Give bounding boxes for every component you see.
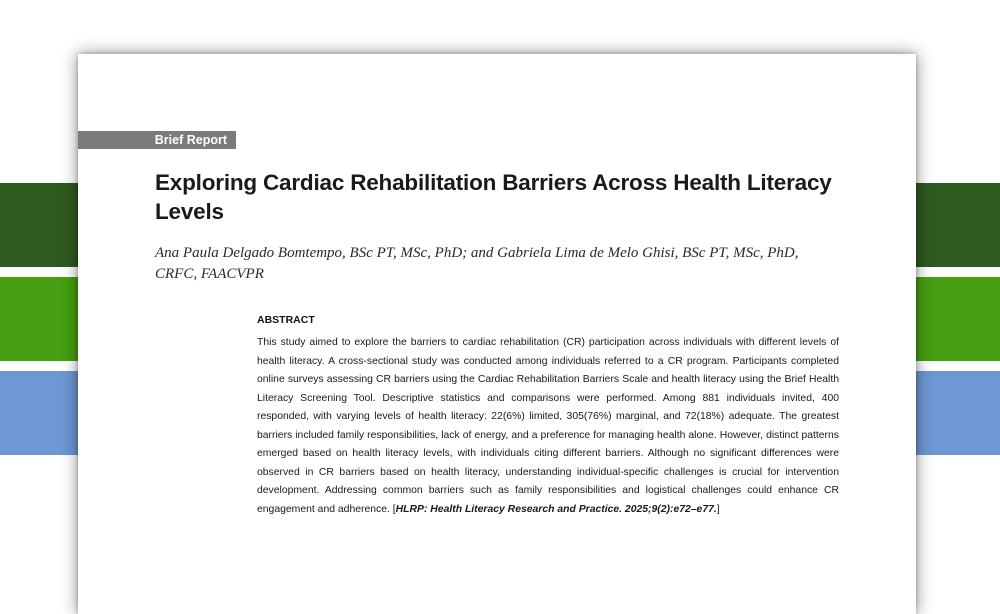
- article-title: Exploring Cardiac Rehabilitation Barriers Across Health Literacy Levels: [155, 170, 832, 224]
- abstract-citation: HLRP: Health Literacy Research and Practice. 2025;9(2):e72–e77.: [395, 503, 717, 515]
- abstract-heading: ABSTRACT: [257, 314, 315, 326]
- paper-page: [78, 54, 916, 614]
- citation-close-bracket: ]: [716, 503, 720, 515]
- article-authors: Ana Paula Delgado Bomtempo, BSc PT, MSc, PhD; and Gabriela Lima de Melo Ghisi, BSc PT, MSc, PhD, CRFC, FAACVPR: [155, 245, 799, 282]
- citation-open-bracket: [: [389, 503, 396, 515]
- abstract-text: This study aimed to explore the barriers to cardiac rehabilitation (CR) participation across individuals with different levels of health literacy. A cross-sectional study was conducted among individuals referred to a CR program. Participants completed online surveys assessing CR barriers using the Cardiac Rehabilitation Barriers Scale and health literacy using the Brief Health Literacy Screening Tool. Descriptive statistics and comparisons were performed. Among 881 individuals invited, 400 responded, with varying levels of health literacy: 22(6%) limited, 305(76%) marginal, and 72(18%) adequate. The greatest barriers included family responsibilities, lack of energy, and a preference for managing health alone. However, distinct patterns emerged based on health literacy levels, with individuals citing different barriers. Although no significant differences were observed in CR barriers based on health literacy, understanding individual-specific challenges is crucial for intervention development. Addressing common barriers such as family responsibilities and logistical challenges could enhance CR engagement and adherence.: [257, 337, 839, 515]
- abstract-body: [257, 334, 839, 519]
- section-tag: Brief Report: [78, 131, 236, 149]
